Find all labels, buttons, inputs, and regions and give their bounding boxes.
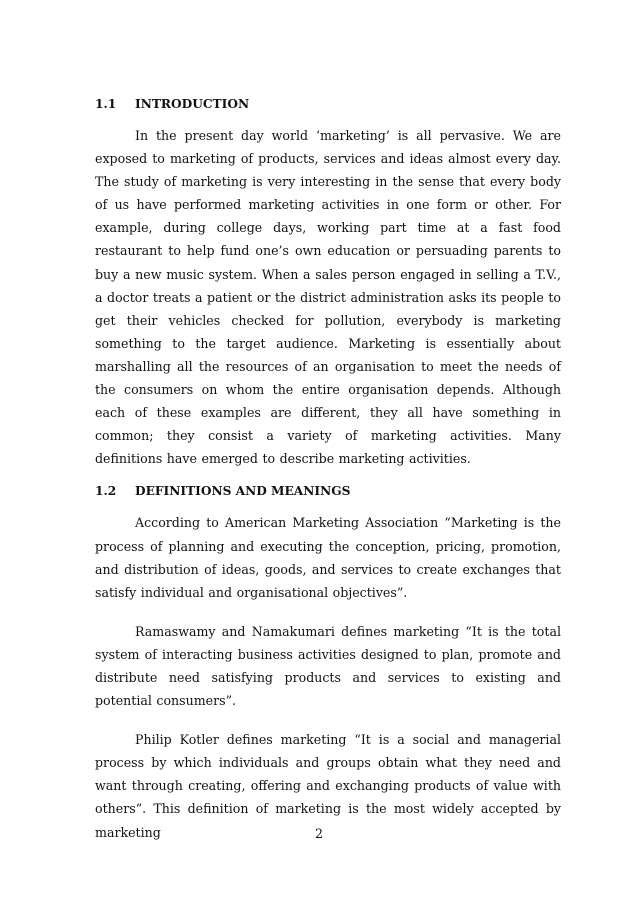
page-content xyxy=(95,94,561,844)
section-title: DEFINITIONS AND MEANINGS xyxy=(135,484,351,499)
paragraph-introduction: In the present day world ‘marketing’ is all pervasive. We are exposed to marketing of products, services and ideas almost every day. The study of marketing is very interesting in the sense that every body of us have performed marketing activities in one form or other. For example, during college days, working part time at a fast food restaurant to help fund one’s own education or persuading parents to buy a new music system. When a sales person engaged in selling a T.V., a doctor treats a patient or the district administration asks its people to get their vehicles checked for pollution, everybody is marketing something to the target audience. Marketing is essentially about marshalling all the resources of an organisation to meet the needs of the consumers on whom the entire organisation depends. Although each of these examples are different, they all have something in common; they consist a variety of marketing activities. Many definitions have emerged to describe marketing activities. xyxy=(95,128,561,467)
paragraph-kotler-definition: Philip Kotler defines marketing “It is a social and managerial process by which individuals and groups obtain what they need and want through creating, offering and exchanging products of value with others”. This definition of marketing is the most widely accepted by marketing xyxy=(95,732,561,840)
paragraph-ama-definition: According to American Marketing Association “Marketing is the process of planning and executing the conception, pricing, promotion, and distribution of ideas, goods, and services to create exchanges that satisfy individual and organisational objectives”. xyxy=(95,515,561,600)
section-heading-definitions xyxy=(95,481,561,501)
page-number: 2 xyxy=(314,826,323,841)
section-title: INTRODUCTION xyxy=(135,97,250,111)
section-heading-introduction xyxy=(95,94,561,114)
section-number: 1.1 xyxy=(95,97,117,111)
paragraph-ramaswamy-definition: Ramaswamy and Namakumari defines marketing “It is the total system of interacting business activities designed to plan, promote and distribute need satisfying products and services to existing and potential consumers”. xyxy=(95,623,561,709)
section-number: 1.2 xyxy=(95,484,117,499)
